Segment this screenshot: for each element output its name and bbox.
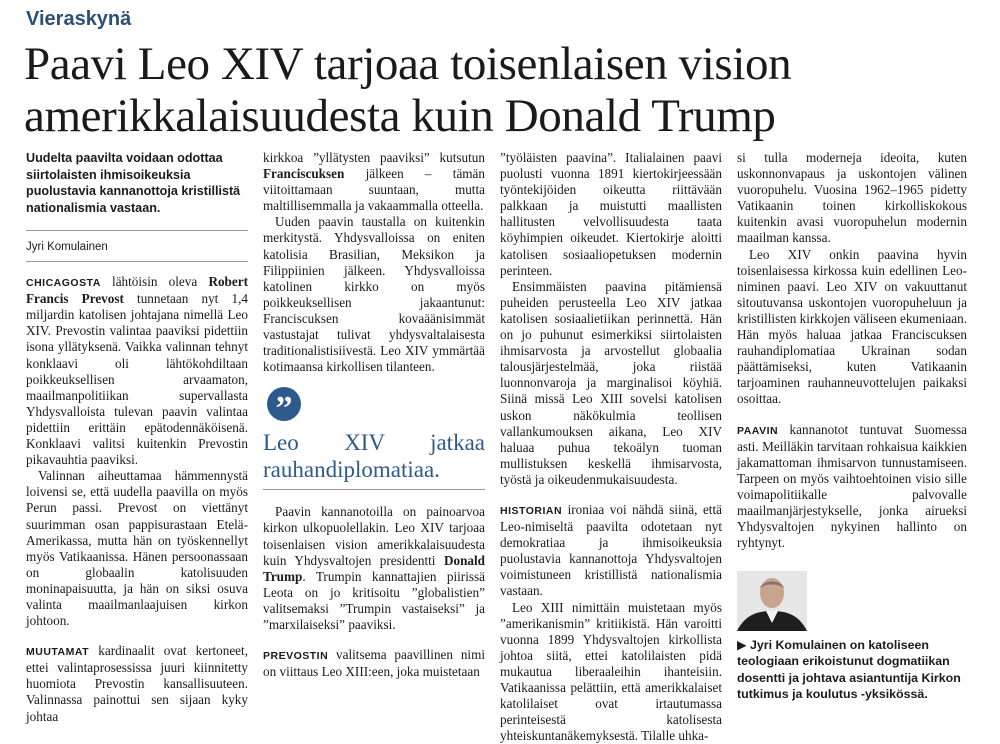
divider bbox=[26, 230, 248, 231]
paragraph: Leo XIV onkin paavina hyvin toisenlaisessa kirkossa kuin edellinen Leo-niminen paavi. Leo XIV on vakuuttanut sitoutuvansa uskontojen vuoropuheluun ja kristillisten kirkkojen väliseen ekumeniaan. Hän myös haluaa jatkaa Franciscuksen rauhandiplomatiaa Ukrainan sodan päättämiseksi, kuten Vatikaanin tarjoaminen rauhanneuvottelujen paikaksi osoittaa. bbox=[737, 246, 967, 407]
run-in-caps: PREVOSTIN bbox=[263, 650, 329, 663]
column-3 bbox=[500, 150, 722, 744]
text-run: . Trumpin kannattajien piirissä Leota on jo kritisoitu ”globalistien” valitsemaksi ”Trumpin vastaiseksi” ja ”marxilaiseksi” paaviksi. bbox=[263, 568, 485, 632]
run-in-caps: HISTORIAN bbox=[500, 504, 563, 517]
paragraph bbox=[263, 504, 485, 633]
section-label: Vieraskynä bbox=[26, 8, 132, 30]
text-run: ironiaa voi nähdä siinä, että Leo-nimiseltä paavilta odotetaan nyt demokratiaa ja ihmisoikeuksia puolustavia kannanottoja Yhdysvaltojen voimistuneen kristillistä nationalismia vastaan. bbox=[500, 501, 722, 599]
divider bbox=[263, 489, 485, 490]
author-portrait-image bbox=[737, 571, 807, 631]
paragraph bbox=[26, 643, 248, 724]
author-bio: ▶ Jyri Komulainen on katoliseen teologiaan erikoistunut dogmatiikan dosentti ja johtava asiantuntija Kirkon tutkimus ja koulutus -yksikössä. bbox=[737, 638, 961, 701]
divider bbox=[26, 261, 248, 262]
paragraph bbox=[500, 502, 722, 600]
person-name: Robert Francis Prevost bbox=[26, 274, 248, 307]
pull-quote: Leo XIV jatkaa rauhandiplomatiaa. bbox=[263, 430, 485, 483]
text-run: jälkeen – tämän viitoittamaan suuntaan, mutta maltillisemmalla ja vakaammalla otteella. bbox=[263, 166, 485, 214]
paragraph bbox=[263, 150, 485, 214]
person-name: Donald Trump bbox=[263, 552, 485, 584]
paragraph: Ensimmäisten paavina pitämiensä puheiden perusteella Leo XIV jatkaa katolisen sosiaalietiikan perinnettä. Hän on jo puhunut esimerkiksi siirtolaisten ihmisarvosta ja arvostellut globaalia talousjärjestelmää, joka riistää luonnonvaroja ja marginalisoi köyhiä. Siinä missä Leo XIII sovelsi katolisen uskon näkökulmia teollisen vallankumouksen aikana, Leo XIV haluaa puhua tekoälyn tuoman mullistuksen keskellä ihmisarvosta, työstä ja oikeudenmukaisuudesta. bbox=[500, 278, 722, 487]
run-in-caps: MUUTAMAT bbox=[26, 646, 90, 659]
run-in-caps: CHICAGOSTA bbox=[26, 277, 101, 290]
paragraph: ”työläisten paavina”. Italialainen paavi puolusti vuonna 1891 kiertokirjeessään työntekijöiden oikeutta riittävään palkkaan ja muistutti maallisten hallitusten velvollisuudesta taata köyhimpien oikeudet. Kiertokirje aloitti katolisen sosiaaliopetuksen modernin perinteen. bbox=[500, 150, 722, 278]
text-run: valitsema paavillinen nimi on viittaus Leo XIII:een, joka muistetaan bbox=[263, 647, 485, 680]
author-photo bbox=[737, 571, 807, 631]
text-run: kannanotot tuntuvat Suomessa asti. Meilläkin tarvitaan rohkaisua kaikkien jakamattoman ihmisarvon tunnustamiseen. Tarpeen on myös vaihtoehtoinen visio sille voimapolitiikalle palvovalle maailmanjärjestykselle, jonka airueksi Yhdysvaltojen nykyinen hallinto on ryhtynyt. bbox=[737, 421, 967, 551]
column-2 bbox=[263, 150, 485, 680]
paragraph: Valinnan aiheuttamaa hämmennystä loivensi se, että uudella paavilla on myös Perun passi. Prevost on viettänyt suurimman osan pappisurastaan Etelä-Amerikassa, mutta hän on työskennellyt myös Vatikaanissa. Hänen persoonassaan on globaalin katolisuuden moninapaisuutta, ja hän on siksi osuva valinta maailmanlaajuisen kirkon johtoon. bbox=[26, 468, 248, 629]
text-run: tunnetaan nyt 1,4 miljardin katolisen johtajana nimellä Leo XIV. Prevostin valintaa paaviksi pidettiin isona yllätyksenä. Vaikka valinnan tehnyt konklaavi oli lähtökohdiltaan poikkeuksellisen arvaamaton, maailmanpolitiikan supervallasta Yhdysvalloista tulevan paavin valintaa pidettiin erittäin epätodennäköisenä. Konklaavi valitsi kuitenkin Prevostin pikavauhtia paaviksi. bbox=[26, 291, 248, 468]
paragraph bbox=[737, 422, 967, 552]
paragraph: si tulla moderneja ideoita, kuten uskonnonvapaus ja uskontojen välinen vuoropuhelu. Vuosina 1962–1965 pidetty Vatikaanin toinen kirkolliskokous kuitenkin avasi vuoropuhelun modernin maailman kanssa. bbox=[737, 150, 967, 246]
text-run: lähtöisin oleva bbox=[100, 274, 209, 290]
text-run: Paavin kannanotoilla on painoarvoa kirkon ulkopuolellakin. Leo XIV tarjoaa toisenlaisen vision amerikkalaisuudesta kuin Yhdysvaltojen presidentti bbox=[263, 504, 485, 568]
quote-icon: ” bbox=[267, 387, 301, 421]
person-name: Franciscuksen bbox=[263, 166, 345, 182]
headline: Paavi Leo XIV tarjoaa toisenlaisen vision amerikkalaisuudesta kuin Donald Trump bbox=[24, 38, 792, 142]
run-in-caps: PAAVIN bbox=[737, 424, 779, 437]
paragraph: Leo XIII nimittäin muistetaan myös ”amerikanismin” kritiikistä. Hän varoitti vuonna 1899 Yhdysvaltojen kirkollista johtoa siitä, ettei katolilaisten pidä mukautua liberaaleihin ihanteisiin. Vatikaanissa pelättiin, että amerikkalaiset katolilaiset ovat irtautumassa perinteisestä katolisesta yhteiskuntanäkemyksestä. Tilalle uhka- bbox=[500, 599, 722, 744]
byline: Jyri Komulainen bbox=[26, 241, 108, 253]
column-1 bbox=[26, 150, 248, 725]
text-run: kirkkoa ”yllätysten paaviksi” kutsutun bbox=[263, 150, 485, 165]
text-run: kardinaalit ovat kertoneet, ettei valintaprosessissa juuri kiinnitetty huomiota Prevostin kansallisuuteen. Valinnassa painottui sen sijaan kyky johtaa bbox=[26, 643, 248, 724]
lead-paragraph: Uudelta paavilta voidaan odottaa siirtolaisten ihmisoikeuksia puolustavia kannanottoja kristillistä nationalismia vastaan. bbox=[26, 151, 241, 215]
paragraph bbox=[263, 647, 485, 680]
column-4 bbox=[737, 150, 967, 702]
paragraph: Uuden paavin taustalla on kuitenkin merkitystä. Yhdysvalloissa on eniten katolisia Brasilian, Meksikon ja Filippiinien jälkeen. Yhdysvalloissa katolinen kirkko on myös poikkeuksellisen jakaantunut: Franciscuksen kovaäänisimmät vastustajat tulivat yhdysvaltalaisesta traditionalistisiivestä. Leo XIV ymmärtää kotimaansa kirkollisen tilanteen. bbox=[263, 214, 485, 375]
paragraph bbox=[26, 274, 248, 468]
